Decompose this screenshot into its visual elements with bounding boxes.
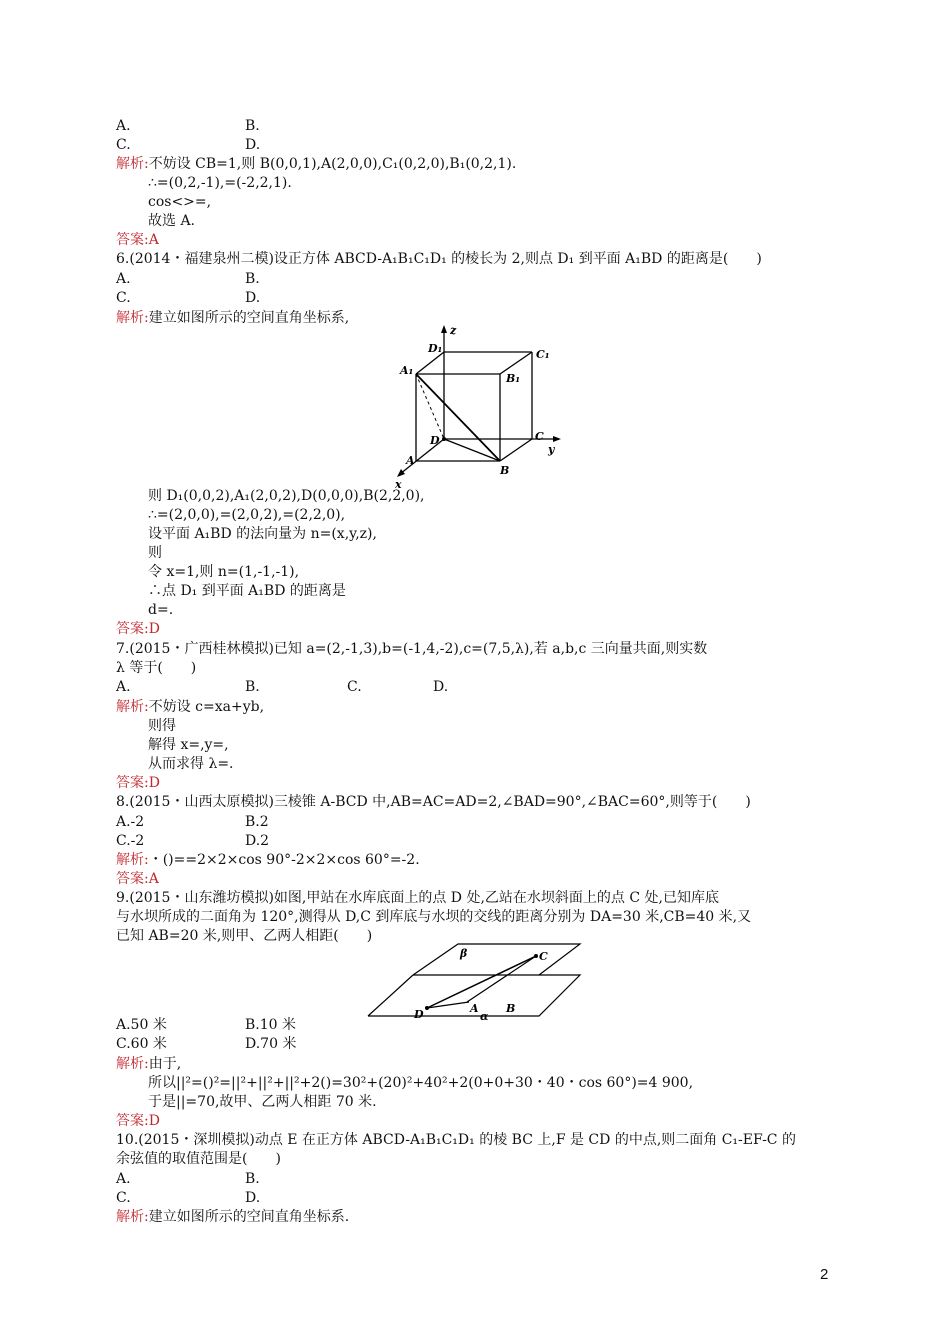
point-label-d: D [414, 1008, 424, 1021]
answer-label: 答案: [116, 621, 149, 637]
solution-label: 解析: [116, 1056, 149, 1072]
q6-solution-line [116, 309, 349, 328]
solution-label: 解析: [116, 1209, 149, 1225]
q5-option-c: C. [116, 137, 131, 153]
plane-label-alpha: α [480, 1010, 489, 1022]
q7-solution-line [116, 698, 264, 717]
cube-coordinate-figure [380, 322, 580, 490]
q5-option-d: D. [245, 137, 261, 153]
point-label-a: A [406, 454, 415, 467]
solution-label: 解析: [116, 852, 149, 868]
point-label-c1: C₁ [536, 348, 550, 361]
q10-stem-line-2: 余弦值的取值范围是( ) [116, 1151, 281, 1167]
solution-label: 解析: [116, 310, 149, 326]
q10-stem-line-1: 10.(2015・深圳模拟)动点 E 在正方体 ABCD-A₁B₁C₁D₁ 的棱 BC 上,F 是 CD 的中点,则二面角 C₁-EF-C 的 [116, 1132, 796, 1148]
q5-solution-line-3: cos<>=, [148, 194, 212, 210]
q10-option-d: D. [245, 1190, 261, 1206]
q6-answer [116, 620, 160, 639]
q6-solution-line-5: 则 [148, 545, 162, 561]
answer-label: 答案: [116, 1113, 149, 1129]
q6-stem: 6.(2014・福建泉州二模)设正方体 ABCD-A₁B₁C₁D₁ 的棱长为 2,则点 D₁ 到平面 A₁BD 的距离是( ) [116, 251, 762, 267]
answer-value: D [148, 775, 160, 791]
q5-option-a: A. [116, 118, 131, 134]
point-label-a: A [470, 1002, 479, 1015]
answer-value: A [148, 232, 159, 248]
q7-stem-line-1: 7.(2015・广西桂林模拟)已知 a=(2,-1,3),b=(-1,4,-2),c=(7,5,λ),若 a,b,c 三向量共面,则实数 [116, 641, 708, 657]
dam-dihedral-figure [362, 940, 588, 1022]
q9-option-b: B.10 米 [245, 1017, 297, 1033]
q8-option-d: D.2 [245, 833, 270, 849]
page-number: 2 [820, 1266, 829, 1283]
q9-stem-line-3: 已知 AB=20 米,则甲、乙两人相距( ) [116, 928, 373, 944]
point-label-d: D [430, 434, 440, 447]
q9-stem-line-1: 9.(2015・山东潍坊模拟)如图,甲站在水库底面上的点 D 处,乙站在水坝斜面上的点 C 处,已知库底 [116, 890, 719, 906]
q6-option-c: C. [116, 290, 131, 306]
q6-option-a: A. [116, 271, 131, 287]
q6-solution-line-7: ∴点 D₁ 到平面 A₁BD 的距离是 [148, 583, 346, 599]
q8-option-c: C.-2 [116, 833, 145, 849]
q7-answer [116, 774, 160, 793]
q8-answer [116, 870, 159, 889]
point-label-d1: D₁ [428, 342, 443, 355]
q9-solution-line [116, 1055, 181, 1074]
answer-value: D [148, 1113, 160, 1129]
q7-option-d: D. [433, 679, 449, 695]
solution-label: 解析: [116, 699, 149, 715]
q7-solution-line-4: 从而求得 λ=. [148, 756, 234, 772]
axis-label-y: y [548, 443, 555, 456]
solution-text: 建立如图所示的空间直角坐标系, [148, 310, 350, 326]
q7-solution-line-2: 则得 [148, 718, 176, 734]
point-label-c: C [539, 950, 548, 963]
answer-value: D [148, 621, 160, 637]
q8-option-a: A.-2 [116, 814, 145, 830]
q9-answer [116, 1112, 160, 1131]
q8-solution-line [116, 851, 420, 870]
q9-solution-line-3: 于是||=70,故甲、乙两人相距 70 米. [148, 1094, 377, 1110]
q6-solution-line-2: 则 D₁(0,0,2),A₁(2,0,2),D(0,0,0),B(2,2,0), [148, 488, 425, 504]
q6-option-b: B. [245, 271, 260, 287]
q10-option-b: B. [245, 1171, 260, 1187]
q9-solution-line-2: 所以||²=()²=||²+||²+||²+2()=30²+(20)²+40²+2(0+0+30・40・cos 60°)=4 900, [148, 1075, 694, 1091]
solution-text: 不妨设 c=xa+yb, [148, 699, 265, 715]
q8-stem: 8.(2015・山西太原模拟)三棱锥 A-BCD 中,AB=AC=AD=2,∠BAD=90°,∠BAC=60°,则等于( ) [116, 794, 751, 810]
answer-label: 答案: [116, 232, 149, 248]
answer-value: A [148, 871, 159, 887]
q5-solution-line-4: 故选 A. [148, 213, 196, 229]
q7-option-b: B. [245, 679, 260, 695]
q9-stem-line-2: 与水坝所成的二面角为 120°,测得从 D,C 到库底与水坝的交线的距离分别为 DA=30 米,CB=40 米,又 [116, 909, 752, 925]
solution-text: 建立如图所示的空间直角坐标系. [148, 1209, 350, 1225]
point-label-c: C [535, 430, 544, 443]
q6-solution-line-4: 设平面 A₁BD 的法向量为 n=(x,y,z), [148, 526, 377, 542]
point-label-b: B [506, 1002, 516, 1015]
axis-label-x: x [395, 478, 402, 490]
solution-text: 由于, [148, 1056, 182, 1072]
q6-option-d: D. [245, 290, 261, 306]
solution-label: 解析: [116, 156, 149, 172]
solution-text: ・()==2×2×cos 90°-2×2×cos 60°=-2. [148, 852, 420, 868]
q7-stem-line-2: λ 等于( ) [116, 660, 197, 676]
q10-option-c: C. [116, 1190, 131, 1206]
q7-option-a: A. [116, 679, 131, 695]
solution-text: 不妨设 CB=1,则 B(0,0,1),A(2,0,0),C₁(0,2,0),B₁(0,2,1). [148, 156, 517, 172]
q10-option-a: A. [116, 1171, 131, 1187]
q8-option-b: B.2 [245, 814, 269, 830]
point-label-b1: B₁ [506, 372, 521, 385]
q5-solution-line [116, 155, 516, 174]
q6-solution-line-3: ∴=(2,0,0),=(2,0,2),=(2,2,0), [148, 507, 346, 523]
q6-solution-line-6: 令 x=1,则 n=(1,-1,-1), [148, 564, 300, 580]
q7-option-c: C. [347, 679, 362, 695]
q9-option-a: A.50 米 [116, 1017, 167, 1033]
q6-solution-line-8: d=. [148, 602, 174, 618]
point-label-a1: A₁ [400, 364, 414, 377]
answer-label: 答案: [116, 775, 149, 791]
q7-solution-line-3: 解得 x=,y=, [148, 737, 229, 753]
answer-label: 答案: [116, 871, 149, 887]
point-label-b: B [500, 464, 510, 477]
q5-option-b: B. [245, 118, 260, 134]
axis-label-z: z [450, 324, 457, 337]
plane-label-beta: β [460, 947, 468, 960]
q9-option-d: D.70 米 [245, 1036, 297, 1052]
q5-answer [116, 231, 159, 250]
q5-solution-line-2: ∴=(0,2,-1),=(-2,2,1). [148, 175, 292, 191]
q9-option-c: C.60 米 [116, 1036, 167, 1052]
q10-solution-line [116, 1208, 349, 1227]
